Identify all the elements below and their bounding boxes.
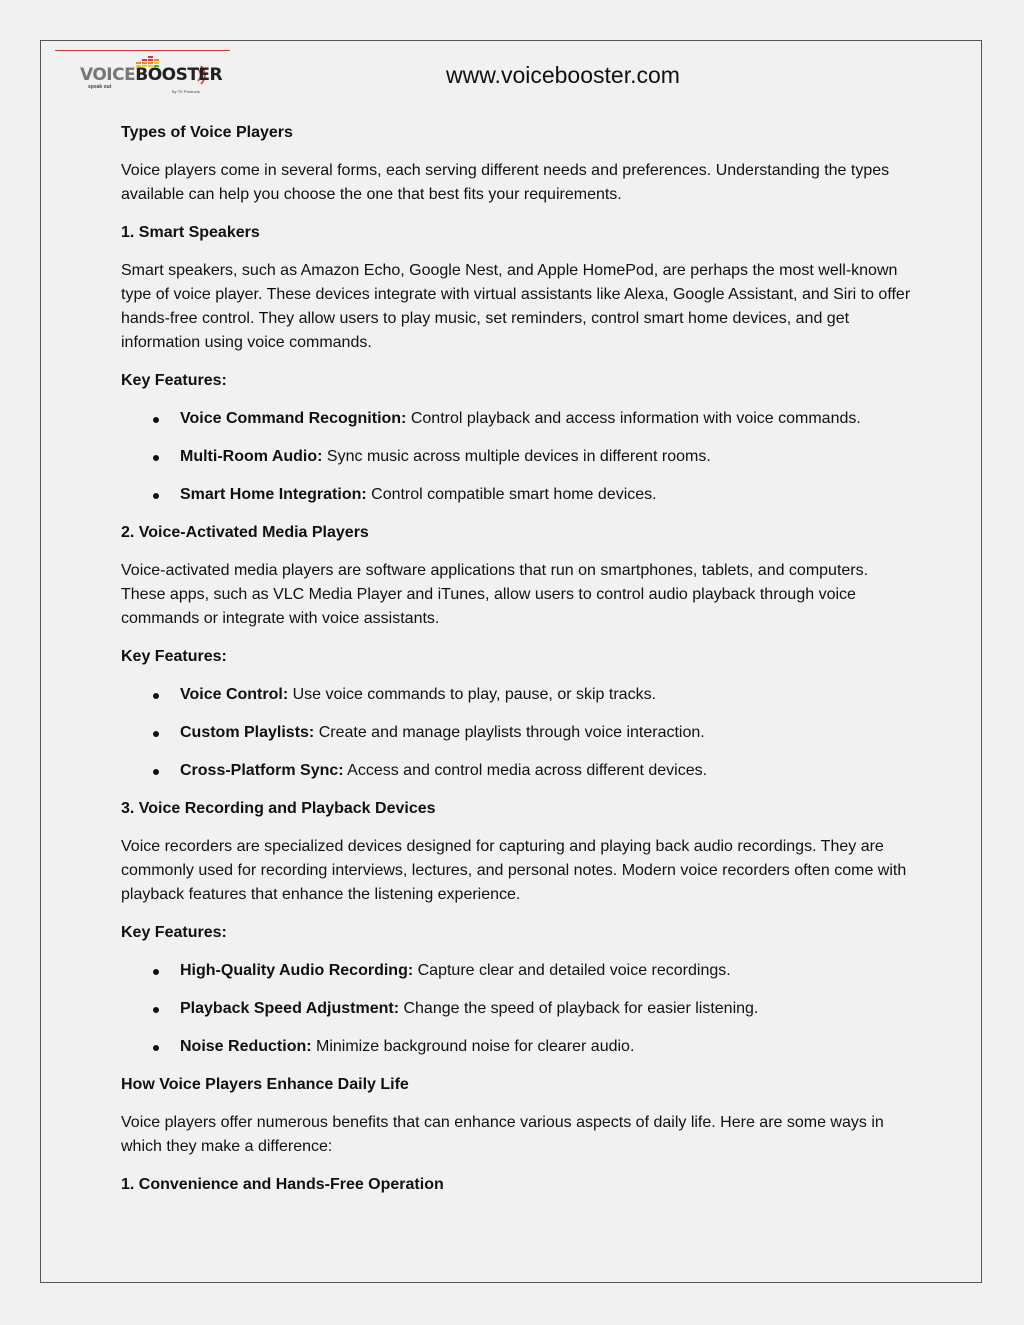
subheading-convenience: 1. Convenience and Hands-Free Operation [121,1176,444,1193]
recording-devices-paragraph: Voice recorders are specialized devices designed for capturing and playing back audio recordings. They are commonly used for recording interviews, lectures, and personal notes. Modern voice recorders often come with playback features that enhance the listening experience. [121,838,907,903]
feature-desc: Create and manage playlists through voice interaction. [314,724,705,741]
bullet-icon [153,1007,159,1013]
list-item [121,407,911,431]
feature-term: Noise Reduction: [180,1038,312,1055]
bullet-icon [153,493,159,499]
feature-term: Voice Control: [180,686,289,703]
smart-speakers-paragraph: Smart speakers, such as Amazon Echo, Google Nest, and Apple HomePod, are perhaps the most well-known type of voice player. These devices integrate with virtual assistants like Alexa, Google Assistant, and Siri to offer hands-free control. They allow users to play music, set reminders, control smart home devices, and get information using voice commands. [121,262,911,351]
logo-word-booster: BOOSTER [135,65,223,85]
site-url[interactable]: www.voicebooster.com [446,62,680,88]
list-item [121,959,911,983]
feature-list-smart-speakers [121,407,911,507]
feature-term: High-Quality Audio Recording: [180,962,414,979]
bullet-icon [153,1045,159,1051]
feature-term: Playback Speed Adjustment: [180,1000,400,1017]
daily-life-paragraph: Voice players offer numerous benefits that can enhance various aspects of daily life. Here are some ways in which they make a difference: [121,1114,884,1155]
feature-term: Voice Command Recognition: [180,410,407,427]
feature-desc: Control playback and access information with voice commands. [406,410,861,427]
list-item [121,483,911,507]
document-body [121,121,911,1211]
bullet-icon [153,769,159,775]
key-features-label: Key Features: [121,924,227,941]
bullet-icon [153,417,159,423]
bullet-icon [153,455,159,461]
list-item [121,1035,911,1059]
media-players-paragraph: Voice-activated media players are software applications that run on smartphones, tablets, and computers. These apps, such as VLC Media Player and iTunes, allow users to control audio playback through voice commands or integrate with voice assistants. [121,562,869,627]
list-item [121,997,911,1021]
logo-byline: By TK Products [172,89,200,94]
key-features-label: Key Features: [121,648,227,665]
bullet-icon [153,731,159,737]
list-item [121,721,911,745]
list-item [121,683,911,707]
feature-desc: Sync music across multiple devices in different rooms. [322,448,711,465]
logo-wordmark [80,65,222,85]
key-features-label: Key Features: [121,372,227,389]
intro-paragraph: Voice players come in several forms, each serving different needs and preferences. Understanding the types available can help you choose the one that best fits your requirements. [121,162,890,203]
feature-desc: Change the speed of playback for easier listening. [399,1000,759,1017]
feature-term: Cross-Platform Sync: [180,762,344,779]
feature-list-media-players [121,683,911,783]
feature-desc: Access and control media across different devices. [343,762,708,779]
feature-list-recording-devices [121,959,911,1059]
feature-desc: Use voice commands to play, pause, or skip tracks. [288,686,657,703]
list-item [121,445,911,469]
feature-desc: Capture clear and detailed voice recordings. [413,962,731,979]
voicebooster-logo [80,55,223,99]
feature-term: Smart Home Integration: [180,486,367,503]
bullet-icon [153,969,159,975]
logo-word-voice: VOICE [80,65,136,85]
section-heading-smart-speakers: 1. Smart Speakers [121,224,260,241]
section-heading-recording-devices: 3. Voice Recording and Playback Devices [121,800,436,817]
logo-tagline: speak out [88,84,112,90]
bullet-icon [153,693,159,699]
logo-divider [55,50,230,51]
feature-desc: Minimize background noise for clearer audio. [311,1038,635,1055]
section-heading-daily-life: How Voice Players Enhance Daily Life [121,1076,409,1093]
feature-desc: Control compatible smart home devices. [366,486,657,503]
section-heading-media-players: 2. Voice-Activated Media Players [121,524,369,541]
feature-term: Multi-Room Audio: [180,448,323,465]
feature-term: Custom Playlists: [180,724,315,741]
section-heading-types: Types of Voice Players [121,124,293,141]
list-item [121,759,911,783]
